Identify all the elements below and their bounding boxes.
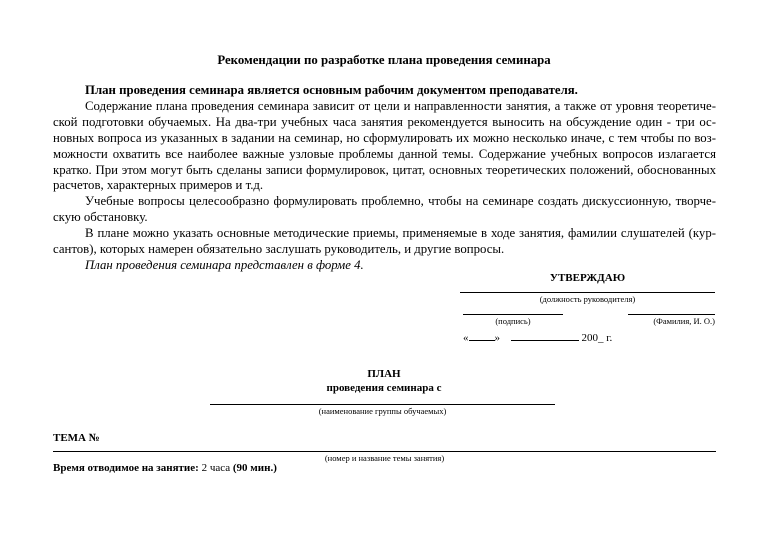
- recommendations-text: [53, 83, 716, 274]
- group-caption: (наименование группы обучаемых): [318, 406, 447, 416]
- paragraph-methods: В плане можно указать основные методические приемы, применяемые в ходе занятия, фамилии слушателей (курсантов), которых намерен обязательно заслушать руководитель, и другие вопросы.: [53, 226, 716, 257]
- day-blank: [469, 330, 495, 341]
- date-open-quote: «: [463, 332, 469, 344]
- approval-date: [463, 330, 612, 344]
- paragraph-questions: Учебные вопросы целесообразно формулировать проблемно, чтобы на семинаре создать дискуссионную, творческую обстановку.: [53, 194, 716, 225]
- name-line: [628, 314, 715, 315]
- plan-heading: ПЛАН: [367, 368, 401, 380]
- topic-caption: (номер и название темы занятия): [324, 453, 445, 463]
- time-allotted: [53, 462, 277, 474]
- position-caption: (должность руководителя): [539, 294, 636, 304]
- signature-caption: (подпись): [495, 316, 531, 326]
- month-blank: [511, 330, 579, 341]
- approval-heading: УТВЕРЖДАЮ: [549, 272, 626, 284]
- date-close-quote: »: [494, 332, 500, 344]
- time-value: 2 часа: [201, 462, 231, 474]
- topic-line: [53, 451, 716, 452]
- position-line: [460, 292, 715, 293]
- lead-paragraph: План проведения семинара является основным рабочим документом преподавателя.: [85, 83, 578, 97]
- time-label: Время отводимое на занятие:: [53, 462, 199, 474]
- name-caption: (Фамилия, И. О.): [653, 316, 715, 326]
- topic-label: ТЕМА №: [53, 432, 100, 444]
- plan-subheading: проведения семинара с: [326, 382, 442, 394]
- year-suffix: 200_ г.: [581, 332, 613, 344]
- paragraph-form-reference: План проведения семинара представлен в форме 4.: [85, 257, 364, 272]
- group-line: [210, 404, 555, 405]
- signature-line: [463, 314, 563, 315]
- page-title: Рекомендации по разработке плана проведения семинара: [217, 53, 551, 67]
- time-minutes: (90 мин.): [232, 462, 277, 474]
- paragraph-content: Содержание плана проведения семинара зависит от цели и направленности занятия, а также от уровня теоретической подготовки обучаемых. На два-три учебных часа занятия рекомендуется выносить на обсуждение один - три основных вопроса из указанных в задании на семинар, но сформулировать их можно несколько иначе, с тем чтобы по возможности охватить все наиболее важные узловые проблемы данной темы. Содержание учебных вопросов излагается кратко. При этом могут быть сделаны записи формулировок, цитат, основных теоретических положений, обоснованных расчетов, характерных примеров и т.д.: [53, 98, 716, 193]
